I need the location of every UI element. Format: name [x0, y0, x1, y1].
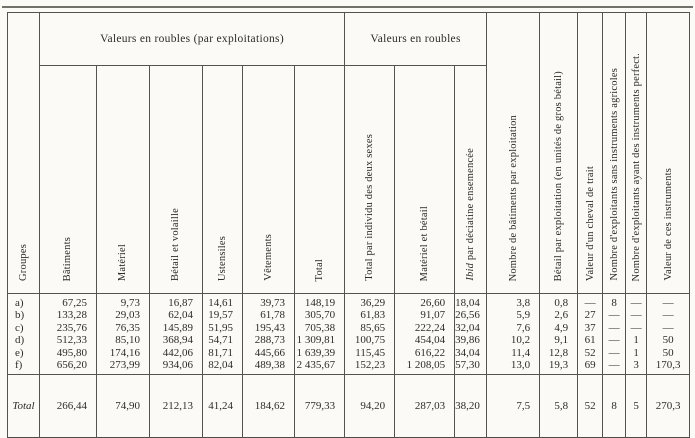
- row-label: a): [8, 294, 40, 310]
- page-top-rule: [2, 6, 693, 8]
- data-cell: 3: [626, 359, 647, 375]
- header-valeur-instruments: [647, 13, 690, 294]
- data-cell: 454,04: [395, 334, 455, 346]
- data-cell: —: [578, 294, 603, 310]
- header-label: Matériel et bétail: [419, 205, 431, 281]
- data-cell: 34,04: [455, 347, 487, 359]
- data-cell: 85,65: [345, 322, 395, 334]
- data-cell: 145,89: [150, 322, 203, 334]
- total-cell: 184,62: [243, 375, 295, 438]
- data-cell: 10,2: [487, 334, 540, 346]
- header-label: Nombre de bâtiments par exploitation: [507, 114, 519, 281]
- table-body: [8, 294, 690, 375]
- data-cell: 1 639,39: [295, 347, 345, 359]
- header-row-groups: [8, 13, 690, 66]
- data-cell: —: [647, 294, 690, 310]
- data-cell: 705,38: [295, 322, 345, 334]
- data-cell: 91,07: [395, 309, 455, 321]
- header-materiel-et-betail: [395, 66, 455, 294]
- data-cell: 1: [626, 334, 647, 346]
- header-label: Valeur de ces instruments: [662, 168, 674, 281]
- data-cell: 489,38: [243, 359, 295, 375]
- row-label: c): [8, 322, 40, 334]
- data-cell: 495,80: [40, 347, 97, 359]
- data-cell: 2 435,67: [295, 359, 345, 375]
- data-cell: 442,06: [150, 347, 203, 359]
- header-ibid-word: Ibid: [465, 263, 477, 281]
- data-cell: 50: [647, 334, 690, 346]
- data-cell: 32,04: [455, 322, 487, 334]
- total-cell: 5,8: [540, 375, 578, 438]
- header-label: Valeur d'un cheval de trait: [584, 165, 596, 281]
- data-cell: 29,03: [97, 309, 150, 321]
- data-cell: 174,16: [97, 347, 150, 359]
- data-cell: 18,04: [455, 294, 487, 310]
- header-label: Bétail et volaille: [170, 208, 182, 281]
- header-label: [465, 148, 476, 281]
- header-label: Bétail par exploitation (en unités de gros bétail): [553, 70, 565, 281]
- data-cell: 82,04: [203, 359, 243, 375]
- data-cell: 39,86: [455, 334, 487, 346]
- data-cell: 5,9: [487, 309, 540, 321]
- data-cell: 81,71: [203, 347, 243, 359]
- table-row-e: [8, 347, 690, 359]
- data-cell: 2,6: [540, 309, 578, 321]
- data-cell: 67,25: [40, 294, 97, 310]
- data-cell: 3,8: [487, 294, 540, 310]
- header-label: Ustensiles: [216, 235, 228, 281]
- table-total-section: [8, 375, 690, 438]
- table-row-c: [8, 322, 690, 334]
- header-total: [295, 66, 345, 294]
- data-cell: —: [603, 309, 626, 321]
- header-label: Matériel: [117, 243, 129, 281]
- total-cell: 38,20: [455, 375, 487, 438]
- data-cell: 7,6: [487, 322, 540, 334]
- header-label: Bâtiments: [62, 236, 74, 281]
- data-cell: 76,35: [97, 322, 150, 334]
- table-row-b: [8, 309, 690, 321]
- total-cell: 212,13: [150, 375, 203, 438]
- data-cell: 222,24: [395, 322, 455, 334]
- data-cell: 51,95: [203, 322, 243, 334]
- data-cell: 69: [578, 359, 603, 375]
- data-cell: 0,8: [540, 294, 578, 310]
- data-cell: 57,30: [455, 359, 487, 375]
- data-cell: 19,57: [203, 309, 243, 321]
- data-cell: 50: [647, 347, 690, 359]
- data-cell: 26,60: [395, 294, 455, 310]
- table-row-f: [8, 359, 690, 375]
- data-cell: 36,29: [345, 294, 395, 310]
- data-cell: 8: [603, 294, 626, 310]
- data-cell: 16,87: [150, 294, 203, 310]
- header-nombre-batiments: [487, 13, 540, 294]
- table-row-a: [8, 294, 690, 310]
- header-materiel: [97, 66, 150, 294]
- header-groupes: [8, 13, 40, 294]
- header-avec-instruments: [626, 13, 647, 294]
- row-label: d): [8, 334, 40, 346]
- data-cell: 195,43: [243, 322, 295, 334]
- header-ustensiles: [203, 66, 243, 294]
- data-cell: 13,0: [487, 359, 540, 375]
- data-cell: 61: [578, 334, 603, 346]
- data-cell: 445,66: [243, 347, 295, 359]
- data-cell: 288,73: [243, 334, 295, 346]
- data-cell: 14,61: [203, 294, 243, 310]
- data-cell: 115,45: [345, 347, 395, 359]
- data-cell: 273,99: [97, 359, 150, 375]
- header-group-roubles: [345, 13, 487, 66]
- data-cell: 1 208,05: [395, 359, 455, 375]
- data-cell: 9,1: [540, 334, 578, 346]
- data-cell: 61,83: [345, 309, 395, 321]
- data-cell: 85,10: [97, 334, 150, 346]
- header-betail-volaille: [150, 66, 203, 294]
- data-cell: 305,70: [295, 309, 345, 321]
- data-cell: 934,06: [150, 359, 203, 375]
- total-row-label: Total: [8, 375, 40, 438]
- data-cell: 1: [626, 347, 647, 359]
- data-cell: 100,75: [345, 334, 395, 346]
- data-cell: 39,73: [243, 294, 295, 310]
- data-cell: 656,20: [40, 359, 97, 375]
- header-groupes-label: Groupes: [17, 244, 29, 281]
- table-row-total: [8, 375, 690, 438]
- row-label: e): [8, 347, 40, 359]
- total-cell: 270,3: [647, 375, 690, 438]
- data-cell: —: [603, 359, 626, 375]
- data-cell: 148,19: [295, 294, 345, 310]
- data-cell: 616,22: [395, 347, 455, 359]
- group-header-label: Valeurs en roubles (par exploitations): [100, 33, 284, 45]
- header-group-roubles-par-exploitation: [40, 13, 345, 66]
- data-cell: 37: [578, 322, 603, 334]
- total-cell: 287,03: [395, 375, 455, 438]
- data-cell: 133,28: [40, 309, 97, 321]
- header-label: Nombre d'exploitants sans instruments agricoles: [608, 68, 620, 281]
- data-cell: 54,71: [203, 334, 243, 346]
- data-cell: —: [626, 294, 647, 310]
- total-cell: 5: [626, 375, 647, 438]
- data-cell: 61,78: [243, 309, 295, 321]
- data-cell: 11,4: [487, 347, 540, 359]
- data-cell: 368,94: [150, 334, 203, 346]
- data-cell: 1 309,81: [295, 334, 345, 346]
- data-cell: 27: [578, 309, 603, 321]
- total-cell: 7,5: [487, 375, 540, 438]
- data-cell: 152,23: [345, 359, 395, 375]
- header-total-par-individu: [345, 66, 395, 294]
- total-cell: 41,24: [203, 375, 243, 438]
- total-cell: 94,20: [345, 375, 395, 438]
- row-label: b): [8, 309, 40, 321]
- data-cell: 170,3: [647, 359, 690, 375]
- total-cell: 52: [578, 375, 603, 438]
- table-header: [8, 13, 690, 294]
- header-label: Nombre d'exploitants ayant des instruments perfect.: [630, 52, 642, 281]
- header-label: Total: [314, 258, 326, 281]
- header-label: Total par individu des deux sexes: [364, 134, 376, 281]
- data-cell: —: [647, 309, 690, 321]
- data-cell: 4,9: [540, 322, 578, 334]
- data-cell: —: [603, 334, 626, 346]
- header-ibid-deciatine: [455, 66, 487, 294]
- total-cell: 779,33: [295, 375, 345, 438]
- row-label: f): [8, 359, 40, 375]
- data-cell: —: [603, 322, 626, 334]
- data-cell: —: [647, 322, 690, 334]
- header-betail-par-exploitation: [540, 13, 578, 294]
- data-cell: 26,56: [455, 309, 487, 321]
- data-cell: —: [626, 309, 647, 321]
- total-cell: 8: [603, 375, 626, 438]
- header-batiments: [40, 66, 97, 294]
- data-cell: 235,76: [40, 322, 97, 334]
- table-row-d: [8, 334, 690, 346]
- header-vetements: [243, 66, 295, 294]
- data-cell: —: [626, 322, 647, 334]
- data-cell: 9,73: [97, 294, 150, 310]
- statistics-table: [7, 12, 690, 438]
- data-cell: 12,8: [540, 347, 578, 359]
- data-cell: 19,3: [540, 359, 578, 375]
- header-valeur-cheval: [578, 13, 603, 294]
- data-cell: 52: [578, 347, 603, 359]
- data-cell: —: [603, 347, 626, 359]
- total-cell: 266,44: [40, 375, 97, 438]
- header-label: Vêtements: [262, 234, 274, 281]
- total-cell: 74,90: [97, 375, 150, 438]
- group-header-label: Valeurs en roubles: [370, 33, 461, 45]
- header-ibid-rest: par déciatine ensemencée: [465, 148, 477, 264]
- data-cell: 512,33: [40, 334, 97, 346]
- header-sans-instruments: [603, 13, 626, 294]
- data-cell: 62,04: [150, 309, 203, 321]
